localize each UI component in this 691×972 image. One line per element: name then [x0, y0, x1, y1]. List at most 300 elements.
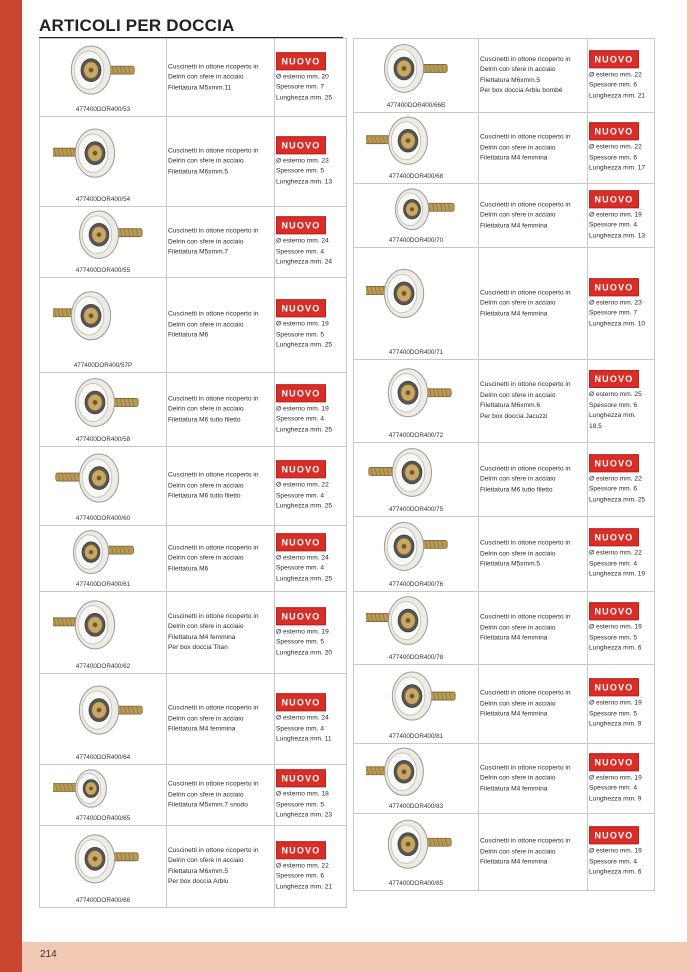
product-image-cell: [354, 360, 479, 442]
product-row: [354, 248, 654, 360]
shower-roller-icon: [366, 39, 466, 102]
description-line: Filettatura M6: [168, 564, 209, 572]
product-image-cell: [40, 39, 167, 116]
product-description: [480, 538, 586, 570]
description-line: Delrin con sfere in acciaio: [168, 554, 244, 562]
product-description: [480, 612, 586, 644]
product-description-cell: [478, 665, 588, 743]
spec-line: Lunghezza mm. 25: [276, 574, 333, 582]
description-line: Cuscinetti in ottone ricoperto in: [480, 539, 571, 547]
description-line: Cuscinetti in ottone ricoperto in: [168, 310, 259, 318]
product-description-cell: [478, 113, 588, 183]
new-badge: NUOVO: [589, 826, 639, 844]
description-line: Filettatura M4 femmina: [168, 725, 236, 733]
spec-line: Ø esterno mm. 19: [276, 627, 329, 635]
product-specs: [589, 122, 654, 174]
product-code: 477400DOR400/66: [75, 897, 131, 904]
description-line: Filettatura M4 femmina: [480, 154, 548, 162]
product-specs: [589, 678, 654, 730]
description-line: Cuscinetti in ottone ricoperto in: [168, 543, 259, 551]
shower-roller-icon: [53, 39, 153, 106]
product-row: [40, 373, 346, 447]
spec-line: Lunghezza mm. 20: [276, 648, 333, 656]
spec-line: Lunghezza mm. 9: [589, 794, 642, 802]
product-description-cell: [166, 207, 275, 277]
product-description: [480, 132, 586, 164]
description-line: Filettatura M4 femmina: [480, 858, 548, 866]
spec-line: Ø esterno mm. 23: [276, 156, 329, 164]
description-line: Cuscinetti in ottone ricoperto in: [480, 133, 571, 141]
spec-line: Spessore mm. 4: [276, 247, 325, 255]
product-specs: [276, 460, 346, 512]
product-specs: [589, 370, 654, 432]
product-code: 477400DOR400/54: [75, 196, 131, 203]
page-number: 214: [40, 949, 57, 960]
product-row: [354, 443, 654, 517]
description-line: Delrin con sfere in acciaio: [480, 774, 556, 782]
spec-line: Lunghezza mm. 9: [589, 720, 642, 728]
new-badge: NUOVO: [276, 607, 326, 625]
spec-line: Ø esterno mm. 19: [589, 773, 642, 781]
shower-roller-icon: [366, 245, 466, 346]
description-line: Delrin con sfere in acciaio: [480, 475, 556, 483]
product-code: 477400DOR400/85: [388, 880, 444, 887]
spec-line: Ø esterno mm. 23: [589, 298, 642, 306]
shower-roller-icon: [53, 766, 153, 816]
product-specs-cell: [588, 113, 654, 183]
product-image-cell: [354, 443, 479, 516]
product-description: [480, 200, 586, 232]
description-line: Per box doccia Jacuzzi: [480, 412, 548, 420]
product-description-cell: [478, 517, 588, 591]
description-line: Delrin con sfere in acciaio: [168, 320, 244, 328]
product-description-cell: [478, 360, 588, 442]
product-specs-cell: [588, 592, 654, 664]
product-code: 477400DOR400/62: [75, 663, 131, 670]
shower-roller-icon: [53, 591, 153, 662]
product-description-cell: [478, 814, 588, 890]
shower-roller-icon: [53, 116, 153, 195]
product-specs-cell: [588, 39, 654, 112]
product-row: [354, 814, 654, 891]
product-image-cell: [354, 592, 479, 664]
product-specs: [276, 607, 346, 659]
description-line: Filettatura M4 femmina: [480, 784, 548, 792]
description-line: Filettatura M6xmm.5: [168, 867, 229, 875]
description-line: Filettatura M6 tutto filetto: [168, 492, 241, 500]
product-row: [354, 665, 654, 744]
product-row: [40, 39, 346, 117]
product-specs: [589, 278, 654, 330]
spec-line: Spessore mm. 5: [276, 167, 325, 175]
product-row: [354, 39, 654, 113]
product-image-cell: [40, 826, 167, 907]
product-specs: [276, 52, 346, 104]
new-badge: NUOVO: [276, 216, 326, 234]
spec-line: Spessore mm. 4: [276, 564, 325, 572]
description-line: Delrin con sfere in acciaio: [168, 790, 244, 798]
product-specs-cell: [588, 744, 654, 813]
product-description-cell: [478, 443, 588, 516]
product-description-cell: [166, 447, 275, 525]
product-code: 477400DOR400/57P: [73, 362, 133, 369]
product-image-cell: [40, 765, 167, 825]
description-line: Cuscinetti in ottone ricoperto in: [480, 689, 571, 697]
product-code: 477400DOR400/66B: [386, 102, 446, 109]
description-line: Cuscinetti in ottone ricoperto in: [168, 704, 259, 712]
spec-line: Spessore mm. 6: [589, 401, 638, 409]
product-specs-cell: [275, 373, 346, 446]
description-line: Delrin con sfere in acciaio: [168, 237, 244, 245]
description-line: Delrin con sfere in acciaio: [480, 299, 556, 307]
product-description-cell: [478, 592, 588, 664]
product-row: [40, 278, 346, 373]
product-description-cell: [478, 184, 588, 247]
description-line: Cuscinetti in ottone ricoperto in: [168, 146, 259, 154]
product-image-cell: [354, 113, 479, 183]
product-image-cell: [40, 592, 167, 673]
description-line: Cuscinetti in ottone ricoperto in: [480, 55, 571, 63]
sidebar-stripe: [0, 0, 22, 972]
spec-line: Lunghezza mm. 13: [276, 177, 333, 185]
description-line: Filettatura M4 femmina: [480, 309, 548, 317]
spec-line: Lunghezza mm.: [589, 412, 636, 419]
product-specs: [276, 299, 346, 351]
product-description: [480, 688, 586, 720]
product-specs: [276, 693, 346, 745]
spec-line: Ø esterno mm. 18: [276, 790, 329, 798]
product-specs: [276, 384, 346, 436]
product-row: [40, 117, 346, 207]
product-description-cell: [166, 373, 275, 446]
product-specs-cell: [275, 117, 346, 206]
spec-line: Spessore mm. 6: [276, 872, 325, 880]
product-code: 477400DOR400/83: [388, 803, 444, 810]
new-badge: NUOVO: [589, 122, 639, 140]
product-description: [168, 703, 273, 735]
product-code: 477400DOR400/78: [388, 654, 444, 661]
product-row: [354, 184, 654, 248]
description-line: Delrin con sfere in acciaio: [168, 714, 244, 722]
product-specs: [276, 769, 346, 821]
new-badge: NUOVO: [589, 50, 639, 68]
new-badge: NUOVO: [589, 454, 639, 472]
description-line: Delrin con sfere in acciaio: [168, 623, 244, 630]
new-badge: NUOVO: [276, 384, 326, 402]
product-description: [168, 470, 273, 502]
description-line: Filettatura M4 femmina: [480, 634, 548, 642]
product-specs: [276, 841, 346, 893]
product-row: [40, 826, 346, 908]
shower-roller-icon: [53, 207, 153, 267]
description-line: Cuscinetti in ottone ricoperto in: [480, 200, 571, 208]
product-description: [168, 62, 273, 94]
new-badge: NUOVO: [589, 278, 639, 296]
description-line: Delrin con sfere in acciaio: [480, 549, 556, 557]
description-line: Cuscinetti in ottone ricoperto in: [168, 612, 259, 620]
product-specs-cell: [275, 826, 346, 907]
description-line: Filettatura M6xmm.5: [480, 76, 541, 84]
shower-roller-icon: [53, 673, 153, 753]
product-specs-cell: [588, 248, 654, 359]
spec-line: Lunghezza mm. 25: [276, 502, 333, 510]
shower-roller-icon: [366, 665, 466, 733]
product-description: [168, 543, 273, 575]
product-specs-cell: [275, 39, 346, 116]
product-specs-cell: [275, 765, 346, 825]
product-image-cell: [40, 207, 167, 277]
product-image-cell: [354, 39, 479, 112]
description-line: Delrin con sfere in acciaio: [168, 481, 244, 489]
spec-line: Ø esterno mm. 24: [276, 237, 329, 245]
description-line: Cuscinetti in ottone ricoperto in: [480, 464, 571, 472]
description-line: Filettatura M4 femmina: [480, 221, 548, 229]
spec-line: Ø esterno mm. 24: [276, 553, 329, 561]
shower-roller-icon: [366, 814, 466, 880]
product-description-cell: [478, 744, 588, 813]
description-line: Delrin con sfere in acciaio: [480, 623, 556, 631]
shower-roller-icon: [366, 443, 466, 506]
shower-roller-icon: [53, 527, 153, 582]
shower-roller-icon: [53, 447, 153, 515]
spec-line: 18,5: [589, 422, 602, 430]
product-description: [168, 226, 273, 258]
description-line: Filettatura M6 tutto filetto: [168, 415, 241, 423]
product-description: [168, 779, 273, 811]
new-badge: NUOVO: [276, 52, 326, 70]
description-line: Filettatura M5xmm.7 snodo: [168, 801, 248, 809]
product-specs: [276, 533, 346, 585]
description-line: Per box doccia Arblu bombè: [480, 87, 563, 94]
spec-line: Ø esterno mm. 22: [276, 481, 329, 489]
product-specs: [276, 136, 346, 188]
new-badge: NUOVO: [276, 533, 326, 551]
spec-line: Spessore mm. 7: [589, 309, 638, 317]
spec-line: Spessore mm. 4: [276, 491, 325, 499]
new-badge: NUOVO: [589, 370, 639, 388]
product-specs: [589, 50, 654, 102]
product-description: [480, 288, 586, 320]
spec-line: Lunghezza mm. 6: [589, 644, 642, 652]
spec-line: Spessore mm. 5: [276, 800, 325, 808]
description-line: Cuscinetti in ottone ricoperto in: [480, 381, 571, 388]
spec-line: Spessore mm. 6: [589, 81, 638, 89]
product-image-cell: [40, 447, 167, 525]
shower-roller-icon: [366, 744, 466, 803]
description-line: Delrin con sfere in acciaio: [168, 73, 244, 81]
product-description: [480, 836, 586, 868]
shower-roller-icon: [53, 373, 153, 436]
description-line: Cuscinetti in ottone ricoperto in: [480, 763, 571, 771]
spec-line: Ø esterno mm. 19: [589, 210, 642, 218]
shower-roller-icon: [366, 113, 466, 173]
spec-line: Lunghezza mm. 24: [276, 258, 333, 266]
product-image-cell: [354, 744, 479, 813]
new-badge: NUOVO: [276, 841, 326, 859]
product-specs-cell: [588, 665, 654, 743]
description-line: Per box doccia Arblu: [168, 878, 229, 885]
product-table-left: [39, 38, 347, 908]
product-description: [168, 309, 273, 341]
product-image-cell: [354, 665, 479, 743]
right-edge-stripe: [687, 0, 691, 972]
description-line: Delrin con sfere in acciaio: [480, 143, 556, 151]
description-line: Delrin con sfere in acciaio: [480, 847, 556, 855]
spec-line: Ø esterno mm. 25: [589, 391, 642, 398]
spec-line: Spessore mm. 4: [276, 415, 325, 423]
description-line: Filettatura M6xmm.6: [480, 402, 541, 409]
description-line: Cuscinetti in ottone ricoperto in: [168, 780, 259, 788]
description-line: Filettatura M5xmm.7: [168, 248, 229, 256]
product-specs: [589, 454, 654, 506]
spec-line: Ø esterno mm. 19: [589, 623, 642, 631]
product-description-cell: [166, 117, 275, 206]
description-line: Cuscinetti in ottone ricoperto in: [168, 62, 259, 70]
product-code: 477400DOR400/60: [75, 515, 131, 522]
description-line: Delrin con sfere in acciaio: [480, 391, 556, 399]
product-description: [168, 846, 273, 888]
description-line: Delrin con sfere in acciaio: [168, 857, 244, 864]
description-line: Cuscinetti in ottone ricoperto in: [480, 837, 571, 845]
product-specs-cell: [588, 360, 654, 442]
new-badge: NUOVO: [276, 769, 326, 787]
spec-line: Spessore mm. 4: [589, 857, 638, 865]
product-code: 477400DOR400/65: [75, 815, 131, 822]
product-row: [354, 592, 654, 665]
spec-line: Ø esterno mm. 20: [276, 72, 329, 80]
spec-line: Ø esterno mm. 19: [589, 699, 642, 707]
shower-roller-icon: [53, 825, 153, 896]
product-row: [40, 765, 346, 826]
description-line: Delrin con sfere in acciaio: [168, 405, 244, 413]
product-code: 477400DOR400/55: [75, 267, 131, 274]
product-specs-cell: [275, 526, 346, 591]
product-code: 477400DOR400/75: [388, 506, 444, 513]
spec-line: Spessore mm. 4: [276, 724, 325, 732]
spec-line: Spessore mm. 4: [589, 559, 638, 567]
description-line: Cuscinetti in ottone ricoperto in: [480, 613, 571, 621]
product-specs: [276, 216, 346, 268]
shower-roller-icon: [366, 359, 466, 431]
spec-line: Ø esterno mm. 22: [276, 861, 329, 869]
product-specs-cell: [588, 517, 654, 591]
spec-line: Lunghezza mm. 11: [276, 735, 332, 743]
spec-line: Spessore mm. 4: [589, 784, 638, 792]
product-specs-cell: [275, 207, 346, 277]
product-specs-cell: [588, 814, 654, 890]
product-code: 477400DOR400/58: [75, 436, 131, 443]
new-badge: NUOVO: [589, 753, 639, 771]
product-specs: [589, 826, 654, 878]
footer-band: [22, 942, 691, 972]
product-description-cell: [166, 674, 275, 764]
product-specs: [589, 190, 654, 242]
product-code: 477400DOR400/72: [388, 432, 444, 439]
new-badge: NUOVO: [589, 678, 639, 696]
spec-line: Ø esterno mm. 22: [589, 549, 642, 557]
new-badge: NUOVO: [276, 299, 326, 317]
spec-line: Lunghezza mm. 25: [276, 341, 333, 349]
product-specs-cell: [275, 447, 346, 525]
spec-line: Ø esterno mm. 22: [589, 70, 642, 78]
spec-line: Lunghezza mm. 23: [276, 811, 333, 819]
spec-line: Ø esterno mm. 19: [276, 320, 329, 328]
product-row: [40, 447, 346, 526]
new-badge: NUOVO: [589, 190, 639, 208]
spec-line: Spessore mm. 5: [276, 638, 325, 646]
spec-line: Ø esterno mm. 24: [276, 714, 329, 722]
product-specs-cell: [588, 443, 654, 516]
description-line: Cuscinetti in ottone ricoperto in: [168, 227, 259, 235]
new-badge: NUOVO: [276, 693, 326, 711]
shower-roller-icon: [53, 276, 153, 360]
product-description: [168, 612, 273, 654]
spec-line: Lunghezza mm. 6: [589, 868, 642, 876]
page-title: ARTICOLI PER DOCCIA: [39, 16, 235, 35]
spec-line: Spessore mm. 5: [589, 633, 638, 641]
spec-line: Spessore mm. 4: [589, 221, 638, 229]
product-image-cell: [354, 814, 479, 890]
spec-line: Lunghezza mm. 25: [276, 93, 333, 101]
spec-line: Lunghezza mm. 21: [589, 91, 646, 99]
spec-line: Lunghezza mm. 21: [276, 882, 333, 890]
description-line: Filettatura M5xmm.11: [168, 83, 232, 91]
shower-roller-icon: [366, 185, 466, 238]
product-specs: [589, 753, 654, 805]
spec-line: Spessore mm. 5: [589, 709, 638, 717]
product-image-cell: [354, 517, 479, 591]
spec-line: Spessore mm. 7: [276, 83, 325, 91]
shower-roller-icon: [366, 592, 466, 654]
product-row: [354, 113, 654, 184]
spec-line: Ø esterno mm. 22: [589, 474, 642, 482]
product-code: 477400DOR400/64: [75, 754, 131, 761]
description-line: Filettatura M4 femmina: [480, 710, 548, 718]
description-line: Delrin con sfere in acciaio: [480, 211, 556, 219]
product-image-cell: [354, 248, 479, 359]
description-line: Cuscinetti in ottone ricoperto in: [168, 471, 259, 479]
spec-line: Lunghezza mm. 25: [276, 425, 333, 433]
product-table-right: [353, 38, 655, 891]
product-row: [40, 592, 346, 674]
spec-line: Spessore mm. 6: [589, 153, 638, 161]
product-specs-cell: [275, 592, 346, 673]
product-description-cell: [478, 39, 588, 112]
product-description: [168, 146, 273, 178]
product-description-cell: [166, 278, 275, 372]
spec-line: Lunghezza mm. 13: [589, 231, 646, 239]
product-code: 477400DOR400/68: [388, 173, 444, 180]
spec-line: Ø esterno mm. 19: [589, 847, 642, 855]
product-image-cell: [40, 117, 167, 206]
product-specs-cell: [588, 184, 654, 247]
description-line: Cuscinetti in ottone ricoperto in: [168, 846, 259, 854]
product-image-cell: [40, 278, 167, 372]
product-image-cell: [40, 674, 167, 764]
description-line: Per box doccia Titan: [168, 644, 228, 651]
product-description-cell: [166, 765, 275, 825]
product-specs: [589, 528, 654, 580]
new-badge: NUOVO: [589, 602, 639, 620]
product-description: [480, 55, 586, 97]
spec-line: Lunghezza mm. 17: [589, 164, 646, 172]
product-description-cell: [166, 526, 275, 591]
product-image-cell: [40, 373, 167, 446]
description-line: Filettatura M5xmm.5: [480, 560, 541, 568]
shower-roller-icon: [366, 517, 466, 581]
spec-line: Ø esterno mm. 19: [276, 404, 329, 412]
new-badge: NUOVO: [276, 136, 326, 154]
